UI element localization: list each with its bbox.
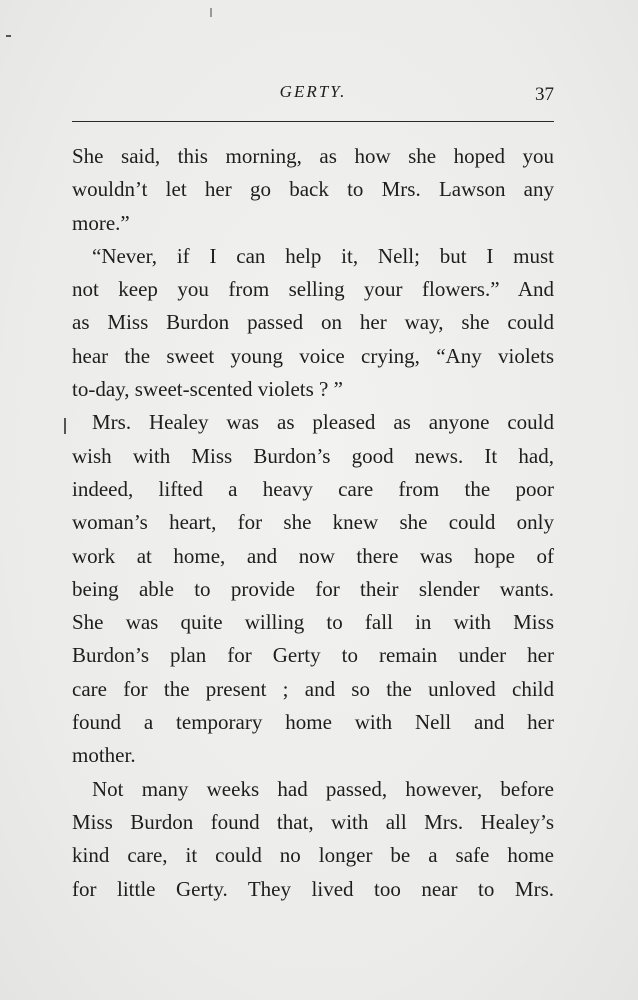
text-line: being able to provide for their slender wants. (72, 576, 554, 601)
paragraph-start-line: “Never, if I can help it, Nell; but I must (92, 243, 554, 268)
text-line: Miss Burdon found that, with all Mrs. Healey’s (72, 809, 554, 834)
text-line: wish with Miss Burdon’s good news. It had, (72, 443, 554, 468)
text-line: wouldn’t let her go back to Mrs. Lawson any (72, 177, 554, 202)
paragraph-start-line: Not many weeks had passed, however, before (92, 776, 554, 801)
text-line: care for the present ; and so the unloved child (72, 676, 554, 701)
text-line: hear the sweet young voice crying, “Any violets (72, 343, 554, 368)
text-line: to-day, sweet-scented violets ? ” (72, 377, 343, 402)
text-line: woman’s heart, for she knew she could only (72, 510, 554, 535)
text-line: for little Gerty. They lived too near to Mrs. (72, 876, 554, 901)
header-rule (72, 121, 554, 122)
body-text (72, 140, 554, 906)
text-line: Burdon’s plan for Gerty to remain under her (72, 643, 554, 668)
margin-speck (64, 418, 66, 434)
text-line: work at home, and now there was hope of (72, 543, 554, 568)
text-line: She said, this morning, as how she hoped you (72, 144, 554, 168)
page-number: 37 (535, 84, 554, 105)
text-line: not keep you from selling your flowers.” And (72, 277, 554, 302)
text-line: as Miss Burdon passed on her way, she could (72, 310, 554, 335)
margin-speck (6, 35, 11, 37)
text-line: She was quite willing to fall in with Miss (72, 610, 554, 635)
text-line: more.” (72, 210, 130, 235)
text-line: indeed, lifted a heavy care from the poor (72, 476, 554, 501)
text-line: found a temporary home with Nell and her (72, 710, 554, 735)
text-line: mother. (72, 743, 136, 768)
text-line: kind care, it could no longer be a safe home (72, 843, 554, 868)
running-title: GERTY. (279, 82, 347, 101)
running-head (72, 80, 554, 110)
margin-speck (210, 8, 212, 17)
paragraph-start-line: Mrs. Healey was as pleased as anyone could (92, 410, 554, 435)
